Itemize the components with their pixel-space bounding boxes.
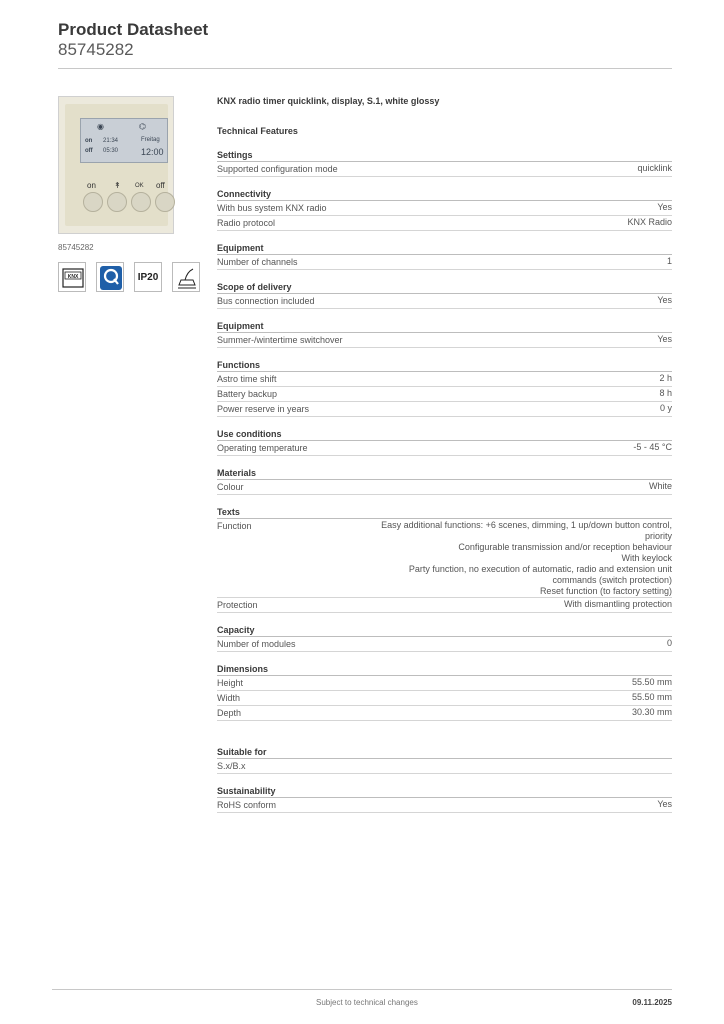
spec-value-line: priority [644, 531, 672, 541]
spec-value-line: KNX Radio [627, 217, 672, 227]
spec-value [633, 442, 672, 455]
spec-section [217, 746, 672, 774]
display-time-1: 21:34 [103, 138, 119, 144]
spec-section [217, 359, 672, 417]
spec-value [667, 256, 672, 269]
section-heading: Dimensions [217, 663, 672, 676]
spec-value [659, 373, 672, 386]
spec-value-line: White [648, 481, 672, 491]
spec-value [381, 520, 672, 597]
device-button-3 [131, 192, 151, 212]
header-divider [58, 68, 672, 69]
on-button-label: on [87, 181, 96, 190]
spec-value-line: Easy additional functions: +6 scenes, dimming, 1 up/down button control, [381, 520, 672, 530]
spec-value-line: commands (switch protection) [552, 575, 672, 585]
spec-value [564, 599, 672, 612]
spec-key: Number of modules [217, 639, 296, 649]
display-on-label: on [85, 138, 93, 144]
spec-content [217, 94, 672, 813]
spec-row [217, 333, 672, 348]
spec-row [217, 798, 672, 813]
spec-key: Power reserve in years [217, 404, 310, 414]
spec-value [632, 692, 672, 705]
section-heading: Scope of delivery [217, 281, 672, 294]
spec-value-line: 0 y [659, 403, 672, 413]
footer-note: Subject to technical changes [316, 998, 418, 1007]
spec-row [217, 387, 672, 402]
spec-value-line: quicklink [637, 163, 672, 173]
product-name: KNX radio timer quicklink, display, S.1, white glossy [217, 96, 440, 106]
spec-row [217, 441, 672, 456]
spec-section [217, 281, 672, 309]
spec-row [217, 676, 672, 691]
spec-key: Astro time shift [217, 374, 277, 384]
section-heading: Suitable for [217, 746, 672, 759]
quicklink-icon [96, 262, 124, 292]
footer-date: 09.11.2025 [632, 998, 672, 1007]
spec-section [217, 785, 672, 813]
cleaning-icon [172, 262, 200, 292]
spec-value-line: 0 [666, 638, 672, 648]
spec-value [657, 202, 672, 215]
spec-section [217, 663, 672, 721]
spec-row [217, 162, 672, 177]
spec-value [657, 334, 672, 347]
spec-value [637, 163, 672, 176]
spec-key: Supported configuration mode [217, 164, 338, 174]
spec-section [217, 467, 672, 495]
spec-value-line: 55.50 mm [631, 692, 672, 702]
device-button-1 [83, 192, 103, 212]
spec-section [217, 320, 672, 348]
spec-row [217, 216, 672, 231]
section-heading: Functions [217, 359, 672, 372]
display-time-2: 05:30 [103, 148, 119, 154]
section-heading: Texts [217, 506, 672, 519]
spec-key: Width [217, 693, 241, 703]
spec-key: Operating temperature [217, 443, 308, 453]
article-number: 85745282 [58, 40, 134, 59]
section-heading: Use conditions [217, 428, 672, 441]
section-heading: Connectivity [217, 188, 672, 201]
spec-value-line: 8 h [659, 388, 672, 398]
spec-value-line: -5 - 45 °C [633, 442, 672, 452]
spec-value-line: With dismantling protection [563, 599, 672, 609]
spec-key: S.x/B.x [217, 761, 246, 771]
spec-value [627, 217, 672, 230]
spec-key: Depth [217, 708, 242, 718]
knx-icon [58, 262, 86, 292]
spec-value-line: With keylock [621, 553, 672, 563]
spec-value [657, 295, 672, 308]
knx-label: KNX [67, 274, 79, 280]
section-heading: Settings [217, 149, 672, 162]
spec-value [632, 707, 672, 720]
spec-row [217, 691, 672, 706]
spec-key: Protection [217, 600, 258, 610]
spec-value-line: 55.50 mm [631, 677, 672, 687]
device-button-2 [107, 192, 127, 212]
display-time-3: 12:00 [141, 147, 164, 157]
spec-value [660, 403, 672, 416]
spec-key: Number of channels [217, 257, 298, 267]
spec-value-line: Reset function (to factory setting) [539, 586, 672, 596]
spec-value-line: Configurable transmission and/or reception behaviour [458, 542, 672, 552]
ok-button-label: OK [135, 183, 144, 189]
spec-sections [217, 149, 672, 813]
product-image [58, 96, 174, 234]
spec-row [217, 201, 672, 216]
spec-section [217, 428, 672, 456]
technical-features-heading: Technical Features [217, 126, 298, 136]
spec-row [217, 759, 672, 774]
spec-key: Bus connection included [217, 296, 315, 306]
spec-value [659, 388, 672, 401]
display-day: Freitag [141, 137, 160, 143]
device-button-4 [155, 192, 175, 212]
spec-value [657, 799, 672, 812]
spec-key: Battery backup [217, 389, 278, 399]
spec-section [217, 188, 672, 231]
section-heading: Materials [217, 467, 672, 480]
section-heading: Sustainability [217, 785, 672, 798]
spec-row [217, 598, 672, 613]
spec-row [217, 402, 672, 417]
off-button-label: off [156, 181, 165, 190]
spec-key: Colour [217, 482, 244, 492]
spec-row [217, 519, 672, 598]
section-heading: Equipment [217, 320, 672, 333]
spec-value [667, 638, 672, 651]
spec-key: Summer-/wintertime switchover [217, 335, 343, 345]
spec-value [649, 481, 672, 494]
ip20-icon: IP20 [134, 262, 162, 292]
spec-row [217, 372, 672, 387]
spec-row [217, 637, 672, 652]
spec-key: Function [217, 521, 252, 531]
page-title: Product Datasheet [58, 20, 209, 39]
spec-section [217, 506, 672, 613]
spec-section [217, 149, 672, 177]
spec-row [217, 255, 672, 270]
section-heading: Capacity [217, 624, 672, 637]
spec-value [632, 677, 672, 690]
device-buttons [77, 190, 157, 216]
arrow-icon: ↟ [114, 181, 121, 190]
spec-key: Radio protocol [217, 218, 276, 228]
image-article-number: 85745282 [58, 243, 94, 252]
sun-icon: ◉ [97, 122, 104, 131]
footer-divider [52, 989, 672, 990]
display-off-label: off [85, 148, 93, 154]
spec-value-line: Yes [657, 202, 672, 212]
spec-value-line: Yes [657, 799, 672, 809]
spec-value-line: 2 h [659, 373, 672, 383]
spec-row [217, 294, 672, 309]
spec-section [217, 242, 672, 270]
spec-key: Height [217, 678, 244, 688]
spec-value-line: Party function, no execution of automatic, radio and extension unit [408, 564, 672, 574]
spec-value-line: Yes [657, 334, 672, 344]
spec-value-line: 30.30 mm [631, 707, 672, 717]
device-display [80, 118, 168, 163]
spec-row [217, 706, 672, 721]
radio-icon: ⌬ [139, 122, 146, 131]
spec-value-line: 1 [666, 256, 672, 266]
spec-value-line: Yes [657, 295, 672, 305]
spec-section [217, 624, 672, 652]
page-header [58, 20, 672, 60]
section-heading: Equipment [217, 242, 672, 255]
spec-key: With bus system KNX radio [217, 203, 327, 213]
spec-key: RoHS conform [217, 800, 277, 810]
spec-row [217, 480, 672, 495]
